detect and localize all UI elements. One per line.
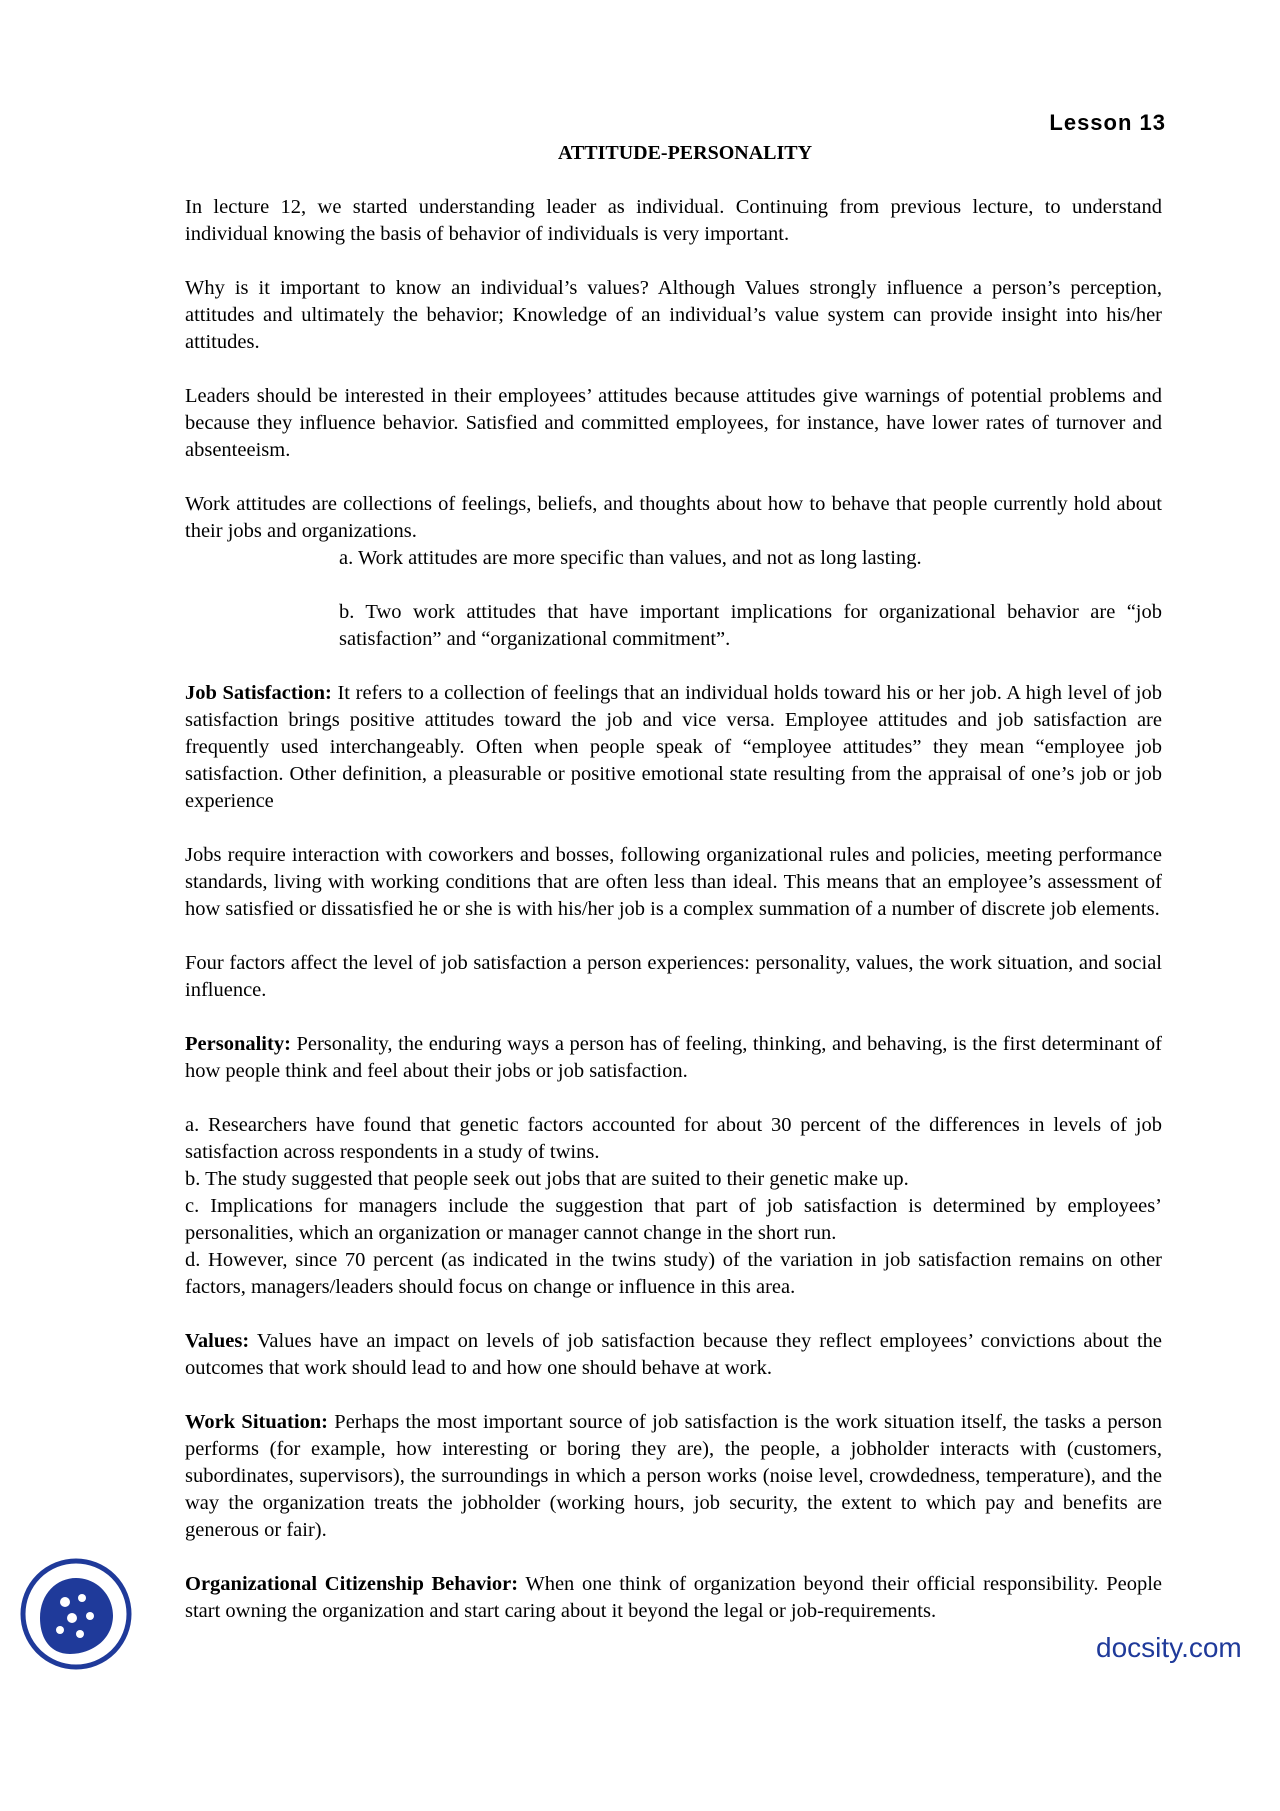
list-item-a: a. Researchers have found that genetic factors accounted for about 30 percent of the differences in levels of job satisfaction across respondents in a study of twins.: [185, 1114, 1162, 1163]
docsity-watermark[interactable]: docsity.com: [1096, 1632, 1242, 1663]
heading-work-situation: Work Situation:: [185, 1411, 328, 1433]
document-body: [185, 194, 1162, 1652]
paragraph-values: [185, 1328, 1162, 1382]
paragraph-ocb: [185, 1571, 1162, 1625]
heading-ocb: Organizational Citizenship Behavior:: [185, 1573, 519, 1595]
text-values: Values have an impact on levels of job satisfaction because they reflect employees’ convictions about the outcomes that work should lead to and how one should behave at work.: [185, 1330, 1162, 1379]
list-item-d: d. However, since 70 percent (as indicated in the twins study) of the variation in job satisfaction remains on other factors, managers/leaders should focus on change or influence in this area.: [185, 1249, 1162, 1298]
text-work-situation: Perhaps the most important source of job satisfaction is the work situation itself, the tasks a person performs (for example, how interesting or boring they are), the people, a jobholder interacts with (customers, subordinates, supervisors), the surroundings in which a person works (noise level, crowdedness, temperature), and the way the organization treats the jobholder (working hours, job security, the extent to which pay and benefits are generous or fair).: [185, 1411, 1163, 1541]
heading-job-satisfaction: Job Satisfaction:: [185, 682, 332, 704]
paragraph-work-attitudes-b: b. Two work attitudes that have important implications for organizational behavior are “job satisfaction” and “organizational commitment”.: [339, 601, 1162, 650]
paragraph-jobs-require: Jobs require interaction with coworkers and bosses, following organizational rules and policies, meeting performance standards, living with working conditions that are often less than ideal. This means that an employee’s assessment of how satisfied or dissatisfied he or she is with his/her job is a complex summation of a number of discrete job elements.: [185, 844, 1162, 920]
page-title: ATTITUDE-PERSONALITY: [557, 142, 813, 164]
paragraph-four-factors: Four factors affect the level of job satisfaction a person experiences: personality, values, the work situation, and social influence.: [185, 952, 1162, 1001]
text-ocb: When one think of organization beyond their official responsibility. People start owning the organization and start caring about it beyond the legal or job-requirements.: [185, 1573, 1162, 1622]
paragraph-work-attitudes: Work attitudes are collections of feelings, beliefs, and thoughts about how to behave that people currently hold about their jobs and organizations.: [185, 493, 1162, 542]
list-item-c: c. Implications for managers include the suggestion that part of job satisfaction is determined by employees’ personalities, which an organization or manager cannot change in the short run.: [185, 1195, 1162, 1244]
list-item-b: b. The study suggested that people seek out jobs that are suited to their genetic make up.: [185, 1168, 909, 1190]
paragraph-leaders-attitudes: Leaders should be interested in their employees’ attitudes because attitudes give warnings of potential problems and because they influence behavior. Satisfied and committed employees, for instance, have lower rates of turnover and absenteeism.: [185, 385, 1162, 461]
text-job-satisfaction: It refers to a collection of feelings that an individual holds toward his or her job. A high level of job satisfaction brings positive attitudes toward the job and vice versa. Employee attitudes and job satisfaction are frequently used interchangeably. Often when people speak of “employee attitudes” they mean “employee job satisfaction. Other definition, a pleasurable or positive emotional state resulting from the appraisal of one’s job or job experience: [185, 682, 1163, 812]
paragraph-personality: [185, 1031, 1162, 1085]
paragraph-values-importance: Why is it important to know an individual’s values? Although Values strongly influence a person’s perception, attitudes and ultimately the behavior; Knowledge of an individual’s value system can provide insight into his/her attitudes.: [185, 277, 1162, 353]
paragraph-intro: In lecture 12, we started understanding leader as individual. Continuing from previous lecture, to understand individual knowing the basis of behavior of individuals is very important.: [185, 196, 1162, 245]
paragraph-work-situation: [185, 1409, 1162, 1544]
heading-personality: Personality:: [185, 1033, 291, 1055]
paragraph-work-attitudes-a: a. Work attitudes are more specific than values, and not as long lasting.: [339, 547, 922, 569]
docsity-logo-icon: [20, 1558, 132, 1670]
heading-values: Values:: [185, 1330, 250, 1352]
text-personality: Personality, the enduring ways a person has of feeling, thinking, and behaving, is the first determinant of how people think and feel about their jobs or job satisfaction.: [185, 1033, 1162, 1082]
paragraph-job-satisfaction: [185, 680, 1162, 815]
lesson-number: Lesson 13: [1049, 110, 1166, 135]
